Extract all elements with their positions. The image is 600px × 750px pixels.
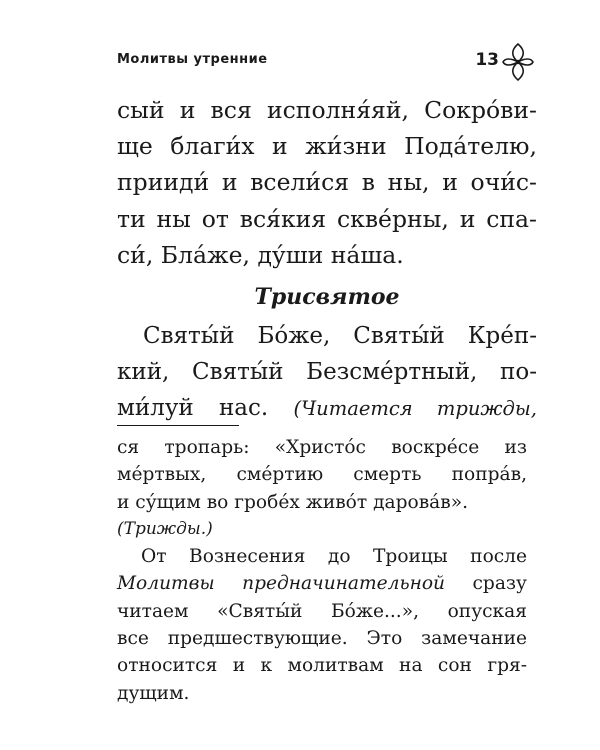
footnote-text xyxy=(117,434,527,707)
text-line: ме́ртвых, сме́ртию смерть попра́в, xyxy=(117,464,527,486)
text-line-mixed xyxy=(117,570,527,597)
italic-prayer-name: Молитвы предначинательной xyxy=(117,573,446,595)
text-line: читаем «Святы́й Бо́же...», опуская xyxy=(117,600,527,622)
rubric: (Читается трижды, xyxy=(293,397,537,420)
text-line: си́, Бла́же, ду́ши на́ша. xyxy=(117,240,404,269)
text-line: ще благи́х и жи́зни Пода́телю, xyxy=(117,132,537,161)
text-fragment: От Вознесения до Троицы после xyxy=(141,546,527,568)
text-line: кий, Святы́й Безсме́ртный, по- xyxy=(117,359,537,385)
text-line: ти ны от вся́кия скве́рны, и спа- xyxy=(117,204,537,233)
running-head-title: Молитвы утренние xyxy=(117,52,268,67)
page-number: 13 xyxy=(475,50,499,70)
text-line: относится и к молитвам на сон гря- xyxy=(117,655,527,677)
text-fragment: ми́луй нас. xyxy=(117,395,269,421)
repeat-note: (Трижды.) xyxy=(117,518,213,539)
text-line: Святы́й Бо́же, Святы́й Кре́п- xyxy=(143,323,537,349)
floral-ornament-icon xyxy=(501,40,535,84)
text-line: и су́щим во гробе́х живо́т дарова́в». xyxy=(117,491,469,513)
trisagion-text xyxy=(117,318,537,427)
text-line: сый и вся исполня́яй, Сокро́ви- xyxy=(117,96,537,124)
prayer-text xyxy=(117,92,537,273)
text-line: дущим. xyxy=(117,682,190,704)
text-line-with-rubric xyxy=(117,390,537,427)
text-line-mixed xyxy=(117,543,527,570)
footnote-divider xyxy=(117,425,239,426)
section-title-trisagion: Трисвятое xyxy=(254,284,400,310)
text-line: ся тропарь: «Христо́с воскре́се из xyxy=(117,437,527,458)
text-line: все предшествующие. Это замечание xyxy=(117,628,527,650)
text-line: прииди́ и всели́ся в ны, и очи́с- xyxy=(117,168,537,197)
text-fragment: сразу xyxy=(472,573,527,595)
running-head xyxy=(117,50,535,74)
